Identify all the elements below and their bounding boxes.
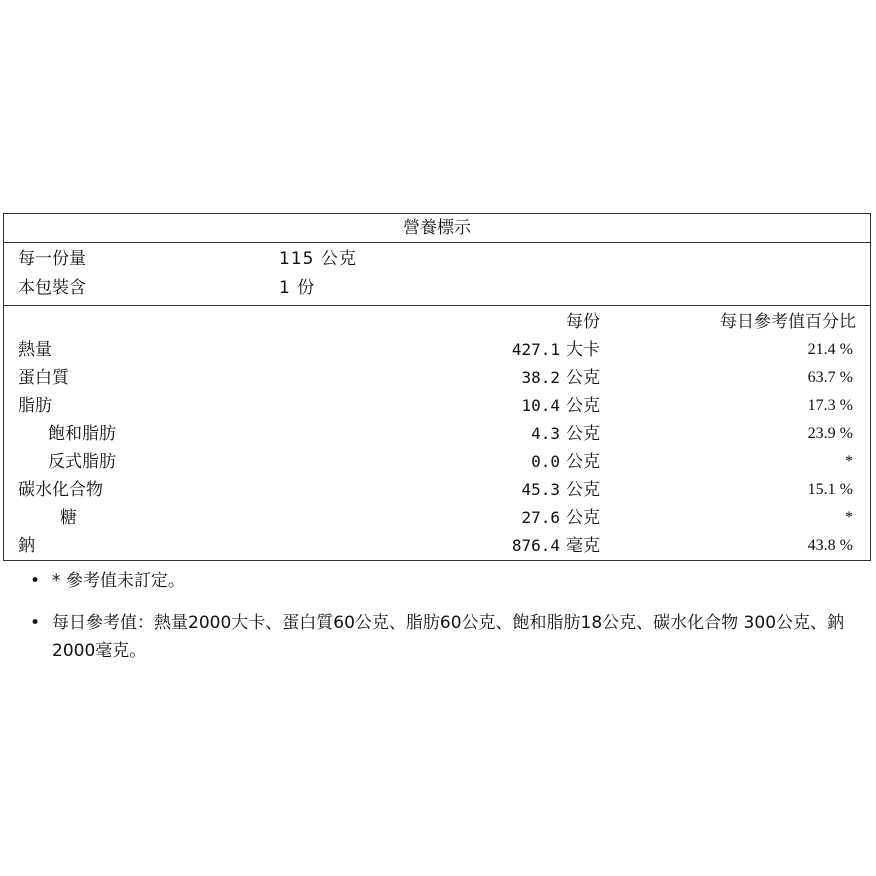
- per-serving-header: 每份: [566, 312, 600, 332]
- label-title: 營養標示: [4, 214, 870, 243]
- nutrient-section: [4, 306, 870, 560]
- nutrient-label: 糖: [60, 508, 77, 528]
- serving-size-value: 115 公克: [279, 249, 357, 269]
- nutrient-row-sugar: [4, 504, 870, 532]
- nutrient-amount: 0.0 公克: [531, 452, 600, 472]
- servings-per-package-value: 1 份: [279, 278, 316, 298]
- servings-per-package-label: 本包裝含: [18, 278, 86, 298]
- nutrient-row-sodium: [4, 532, 870, 560]
- nutrient-row-saturated-fat: [4, 420, 870, 448]
- daily-value-header: 每日參考值百分比: [720, 312, 856, 332]
- footnote-daily-reference: [30, 609, 860, 665]
- nutrient-row-energy: [4, 336, 870, 364]
- servings-per-package-row: [4, 274, 870, 303]
- nutrient-label: 反式脂肪: [48, 452, 116, 472]
- nutrient-daily-pct: 17.3 %: [807, 397, 853, 414]
- nutrient-row-protein: [4, 364, 870, 392]
- nutrient-row-fat: [4, 392, 870, 420]
- nutrient-amount: 427.1 大卡: [511, 340, 600, 360]
- footnote-text: * 參考值未訂定。: [52, 571, 185, 591]
- nutrient-amount: 27.6 公克: [521, 508, 600, 528]
- nutrient-label: 蛋白質: [18, 368, 69, 388]
- nutrient-row-carbohydrate: [4, 476, 870, 504]
- nutrient-amount: 10.4 公克: [521, 396, 600, 416]
- bullet-glyph: •: [30, 613, 41, 633]
- nutrient-daily-pct: 21.4 %: [807, 341, 853, 358]
- footnotes: [30, 567, 860, 679]
- footnote-not-established: [30, 567, 860, 595]
- column-header-row: [4, 308, 870, 336]
- nutrient-amount: 38.2 公克: [521, 368, 600, 388]
- nutrient-amount: 4.3 公克: [531, 424, 600, 444]
- footnote-text: 每日參考值：熱量2000大卡、蛋白質60公克、脂肪60公克、飽和脂肪18公克、碳水化合物 300公克、鈉2000毫克。: [52, 613, 845, 661]
- nutrient-label: 熱量: [18, 340, 52, 360]
- nutrient-daily-pct: 63.7 %: [807, 369, 853, 386]
- serving-size-row: [4, 245, 870, 274]
- serving-size-label: 每一份量: [18, 249, 86, 269]
- nutrient-label: 鈉: [18, 536, 35, 556]
- nutrition-label-table: [3, 213, 871, 561]
- nutrient-label: 碳水化合物: [18, 480, 103, 500]
- nutrient-daily-pct: *: [845, 509, 853, 526]
- nutrient-daily-pct: 15.1 %: [807, 481, 853, 498]
- nutrient-label: 飽和脂肪: [48, 424, 116, 444]
- serving-section: [4, 243, 870, 306]
- bullet-glyph: •: [30, 571, 41, 591]
- nutrient-daily-pct: 43.8 %: [807, 537, 853, 554]
- nutrient-amount: 45.3 公克: [521, 480, 600, 500]
- nutrient-daily-pct: *: [845, 453, 853, 470]
- nutrient-label: 脂肪: [18, 396, 52, 416]
- nutrient-daily-pct: 23.9 %: [807, 425, 853, 442]
- nutrient-amount: 876.4 毫克: [511, 536, 600, 556]
- nutrient-row-trans-fat: [4, 448, 870, 476]
